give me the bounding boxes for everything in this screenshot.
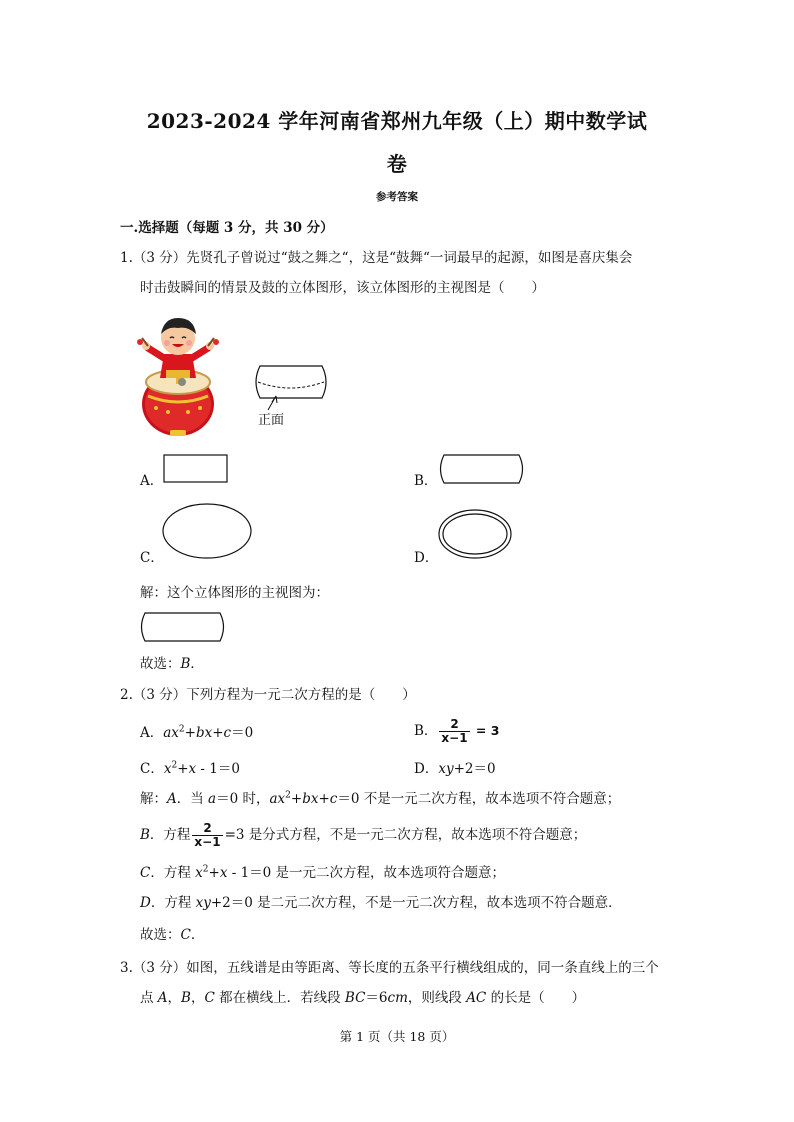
front-label: 正面 — [258, 413, 285, 428]
q1-option-b-label: B． — [414, 473, 438, 489]
option-a-rectangle-shape — [162, 453, 230, 485]
fraction-2-over-x-minus-1: $\frac{2}{x-1}$ — [194, 821, 221, 849]
document-title-line1: 2023-2024 学年河南省郑州九年级（上）期中数学试 — [146, 109, 648, 133]
page-footer: 第 1 页（共 18 页） — [339, 1029, 455, 1044]
document-subtitle: 参考答案 — [376, 191, 418, 203]
q1-number: 1. — [120, 250, 133, 266]
q1-solution: 解：这个立体图形的主视图为： — [140, 585, 329, 601]
q2-solution-d: D．方程 xy+2＝0 是二元二次方程，不是一元二次方程，故本选项不符合题意． — [140, 895, 622, 911]
q3-number: 3. — [120, 960, 133, 976]
document-title-line2: 卷 — [386, 152, 408, 176]
q2-option-d: D．xy+2＝0 — [414, 761, 496, 777]
q1-stem-line1: 1.（3 分）先贤孔子曾说过“鼓之舞之“，这是“鼓舞“一词最早的起源，如图是喜庆集会 — [120, 250, 633, 266]
q1-option-a-label: A． — [140, 473, 164, 489]
section-heading: 一.选择题（每题 3 分，共 30 分） — [120, 220, 334, 236]
q2-solution-c: C．方程 $x^2+x - 1=0$ 是一元二次方程，故本选项符合题意； — [140, 864, 506, 881]
q2-option-a: A．$ax^2+bx+c=0$ — [140, 724, 254, 741]
q1-answer: 故选：B． — [140, 656, 204, 672]
q2-solution-a: 解：A．当 a＝0 时，$ax^2+bx+c=0$ 不是一元二次方程，故本选项不符合题意； — [140, 790, 621, 807]
q2-answer: 故选：C． — [140, 927, 205, 943]
q1-option-c-label: C． — [140, 550, 164, 566]
q2-option-b: B． $\frac{2}{x-1}$ = 3 — [414, 717, 500, 745]
option-b-barrel-shape — [436, 452, 528, 486]
option-c-ellipse-shape — [160, 502, 254, 560]
drummer-boy-illustration — [136, 312, 220, 440]
option-d-double-ellipse-shape — [436, 507, 514, 561]
q1-option-d-label: D． — [414, 550, 439, 566]
solution-barrel-shape — [137, 610, 229, 644]
q1-stem-line2: 时击鼓瞬间的情景及鼓的立体图形，该立体图形的主视图是（ ） — [140, 280, 545, 296]
q2-stem: 2.（3 分）下列方程为一元二次方程的是（ ） — [120, 687, 416, 703]
q3-stem-line1: 3.（3 分）如图，五线谱是由等距离、等长度的五条平行横线组成的，同一条直线上的三个 — [120, 960, 659, 976]
fraction-2-over-x-minus-1: $\frac{2}{x-1}$ — [441, 717, 468, 745]
q2-number: 2. — [120, 687, 133, 703]
q3-stem-line2: 点 A，B，C 都在横线上．若线段 BC＝6cm，则线段 AC 的长是（ ） — [140, 990, 586, 1006]
q2-option-c: C．$x^2+x - 1=0$ — [140, 760, 240, 777]
q2-solution-b: B．方程 $\frac{2}{x-1}$ =3 是分式方程，不是一元二次方程，故本选项不符合题意； — [140, 821, 587, 849]
